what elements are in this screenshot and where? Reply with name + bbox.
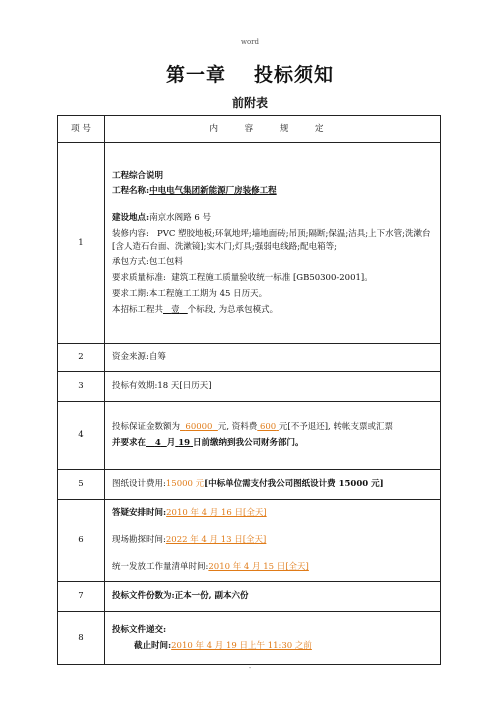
decor-value: PVC 塑胶地板;环氧地坪;墙地面砖;吊顶;隔断;保温;洁具;上下水管;洗漱台[含人造石台面、洗漱镜];实木门;灯具;强弱电线路;配电箱等;: [112, 228, 431, 252]
survey-value: 2022 年 4 月 13 日[全天]: [165, 535, 267, 546]
copies: 投标文件份数为:正本一份, 副本六份: [105, 582, 441, 612]
title-main: 投标须知: [254, 64, 335, 86]
deposit-pre: 投标保证金数额为: [112, 422, 181, 433]
bid-post: 个标段, 为总承包模式。: [187, 304, 279, 315]
table-row: [58, 344, 441, 372]
fee-post: 元[不予退还], 转帐支票或汇票: [278, 422, 393, 433]
submission-label: 投标文件递交:: [112, 624, 167, 635]
boq-label: 统一发放工作量清单时间:: [112, 561, 209, 572]
deposit-line: [112, 421, 433, 434]
deposit-value: 60000: [185, 422, 213, 433]
quality-label: 要求质量标准:: [112, 273, 166, 284]
table-row: [58, 612, 441, 665]
table-row: [58, 500, 441, 582]
deadline-month-value: 4: [154, 438, 161, 448]
row-num: 5: [58, 470, 105, 500]
qa-line: [112, 507, 433, 520]
table-row: [58, 582, 441, 612]
deadline-day: [175, 438, 193, 448]
header-content: 内 容 规 定: [105, 116, 441, 143]
row-content: [105, 500, 441, 582]
site-line: [112, 212, 433, 225]
table-row: [58, 402, 441, 470]
page-title: [0, 60, 500, 87]
qa-value: 2010 年 4 月 16 日[全天]: [166, 508, 267, 519]
design-fee-label: 图纸设计费用:: [112, 479, 166, 490]
design-fee: [105, 470, 441, 500]
project-value: 中电电气集团新能源厂房装修工程: [149, 186, 277, 197]
row-num: 1: [58, 143, 105, 344]
deposit-amount: [180, 422, 218, 432]
page-footer: -: [248, 664, 252, 672]
bid-pre: 本招标工程共: [112, 304, 164, 315]
deadline-day-value: 19: [178, 438, 191, 448]
deadline-line: [112, 437, 433, 450]
funding-source: 资金来源:自筹: [105, 344, 441, 372]
row-num: 4: [58, 402, 105, 470]
site-value: 南京水阁路 6 号: [149, 213, 211, 224]
deadline-month-unit: 月: [166, 438, 176, 448]
submission-deadline: [112, 640, 433, 653]
bid-count-value: 壹: [171, 304, 180, 315]
row-content: [105, 143, 441, 344]
period-line: 要求工期:本工程施工工期为 45 日历天。: [112, 288, 268, 299]
row-num: 2: [58, 344, 105, 372]
survey-line: [112, 534, 433, 547]
boq-value: 2010 年 4 月 15 日[全天]: [208, 561, 309, 572]
page-header: word: [240, 38, 260, 46]
row-content: [105, 402, 441, 470]
table-row: [58, 143, 441, 344]
deadline-pre: 并要求在: [112, 438, 147, 448]
row-num: 3: [58, 372, 105, 402]
boq-line: [112, 561, 433, 574]
submission-deadline-value: 2010 年 4 月 19 日上午 11:30 之前: [171, 640, 312, 651]
quality-value: 建筑工程施工质量验收统一标准 [GB50300-2001]。: [171, 273, 373, 284]
row-content: [105, 612, 441, 665]
fee-amount: [257, 422, 279, 432]
project-line: [112, 185, 433, 198]
contract-line: 承包方式:包工包料: [112, 257, 183, 268]
deadline-month: [146, 438, 167, 448]
design-fee-value: 15000 元: [165, 479, 205, 490]
bid-count: [163, 305, 188, 315]
header-num: 项 号: [58, 116, 105, 143]
decor-line: [112, 228, 433, 254]
quality-line: [112, 272, 433, 285]
table-header-row: [58, 116, 441, 143]
site-label: 建设地点:: [112, 213, 150, 224]
submission-deadline-label: 截止时间:: [134, 640, 172, 651]
overview-heading: 工程综合说明: [112, 170, 164, 181]
design-fee-note: [中标单位需支付我公司图纸设计费 15000 元]: [204, 479, 384, 490]
decor-label: 装修内容:: [112, 228, 149, 239]
fee-pre: 元, 资料费: [217, 422, 258, 433]
qa-label: 答疑安排时间:: [112, 508, 167, 519]
row-num: 8: [58, 612, 105, 665]
title-chapter: 第一章: [165, 64, 226, 86]
table-row: [58, 470, 441, 500]
validity-period: 投标有效期:18 天[日历天]: [105, 372, 441, 402]
fee-value: 600: [259, 422, 277, 433]
row-num: 6: [58, 500, 105, 582]
row-num: 7: [58, 582, 105, 612]
deadline-post: 日前缴纳到我公司财务部门。: [193, 438, 304, 448]
page-subtitle: 前附表: [231, 96, 268, 110]
bid-section-line: [112, 304, 433, 317]
front-table: [57, 115, 441, 665]
table-row: [58, 372, 441, 402]
survey-label: 现场勘探时间:: [112, 535, 166, 546]
project-label: 工程名称:: [112, 186, 150, 197]
